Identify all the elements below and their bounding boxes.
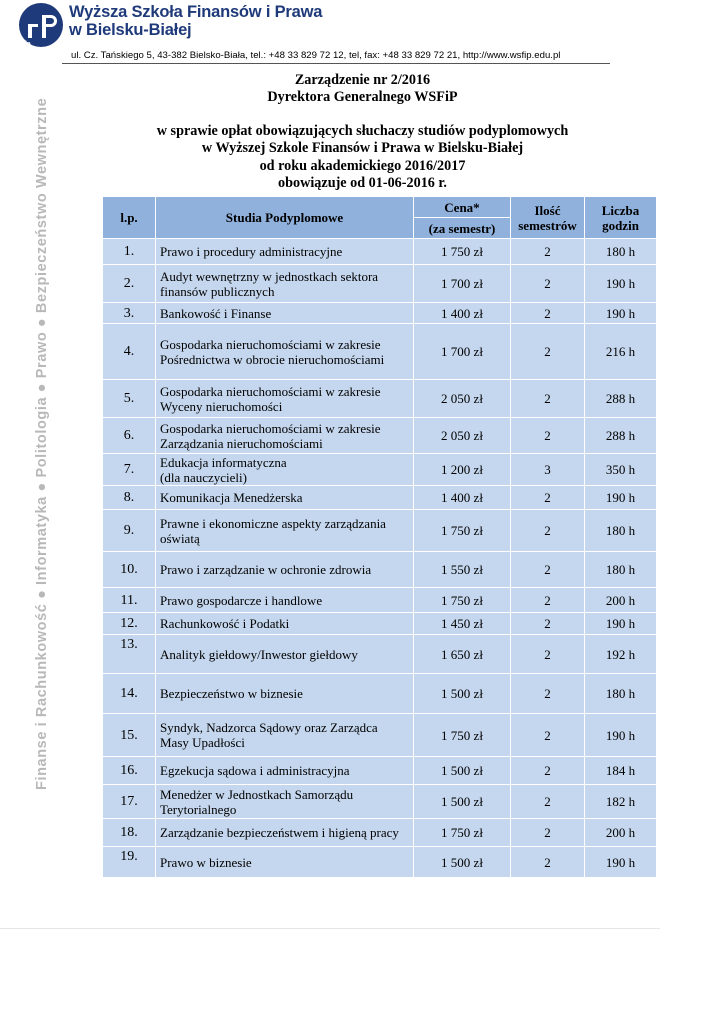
row-name-line1: Edukacja informatyczna bbox=[160, 454, 287, 470]
school-address: ul. Cz. Tańskiego 5, 43-382 Bielsko-Biała, tel.: +48 33 829 72 12, tel, fax: +48 33 829 72 21, http://www.wsfip.edu.pl bbox=[71, 50, 561, 61]
row-lp: 14. bbox=[103, 674, 156, 714]
row-price: 1 750 zł bbox=[414, 819, 511, 847]
table-row bbox=[103, 454, 657, 486]
row-semesters: 2 bbox=[511, 613, 585, 635]
table-row bbox=[103, 757, 657, 785]
row-lp: 1. bbox=[103, 239, 156, 265]
row-name-line2: oświatą bbox=[160, 530, 200, 546]
row-hours: 192 h bbox=[585, 635, 657, 674]
row-lp: 8. bbox=[103, 486, 156, 510]
row-lp: 4. bbox=[103, 324, 156, 380]
document-subject-line1: w sprawie opłat obowiązujących słuchaczy studiów podyplomowych bbox=[156, 122, 569, 139]
row-name-line1: Prawo w biznesie bbox=[160, 854, 252, 870]
row-semesters: 2 bbox=[511, 588, 585, 613]
row-name-line1: Egzekucja sądowa i administracyjna bbox=[160, 763, 350, 778]
row-price: 1 650 zł bbox=[414, 635, 511, 674]
row-lp: 18. bbox=[103, 819, 156, 847]
header-godziny bbox=[585, 197, 657, 239]
row-lp: 9. bbox=[103, 510, 156, 552]
row-semesters: 2 bbox=[511, 418, 585, 454]
header-semestry bbox=[511, 197, 585, 239]
document-subject-line4: obowiązuje od 01-06-2016 r. bbox=[278, 175, 447, 192]
row-hours: 190 h bbox=[585, 265, 657, 303]
row-semesters: 2 bbox=[511, 239, 585, 265]
row-name bbox=[156, 588, 414, 613]
row-name-line2: (dla nauczycieli) bbox=[160, 469, 247, 485]
sidebar-faculties-text: Finanse i Rachunkowość ● Informatyka ● Politologia ● Prawo ● Bezpieczeństwo Wewnętrzne bbox=[34, 97, 50, 790]
row-hours: 288 h bbox=[585, 380, 657, 418]
table-row bbox=[103, 785, 657, 819]
row-price: 1 750 zł bbox=[414, 714, 511, 757]
header-cena: Cena* bbox=[414, 197, 511, 218]
row-semesters: 2 bbox=[511, 819, 585, 847]
table-row bbox=[103, 418, 657, 454]
document-title: Zarządzenie nr 2/2016 bbox=[294, 72, 431, 88]
row-name-line1: Prawo i procedury administracyjne bbox=[160, 244, 343, 259]
row-name-line1: Audyt wewnętrzny w jednostkach sektora bbox=[160, 268, 379, 284]
header-studia: Studia Podyplomowe bbox=[156, 197, 414, 239]
row-name bbox=[156, 239, 414, 265]
table-row bbox=[103, 239, 657, 265]
row-lp: 16. bbox=[103, 757, 156, 785]
row-price: 1 200 zł bbox=[414, 454, 511, 486]
table-row bbox=[103, 303, 657, 324]
table-row bbox=[103, 674, 657, 714]
row-name-line1: Gospodarka nieruchomościami w zakresie bbox=[160, 336, 381, 352]
row-name-line1: Bankowość i Finanse bbox=[160, 305, 272, 321]
row-hours: 184 h bbox=[585, 757, 657, 785]
school-name bbox=[69, 3, 322, 39]
row-semesters: 2 bbox=[511, 265, 585, 303]
table-row bbox=[103, 324, 657, 380]
row-price: 1 750 zł bbox=[414, 510, 511, 552]
row-price: 1 500 zł bbox=[414, 674, 511, 714]
row-hours: 190 h bbox=[585, 303, 657, 324]
document-title-block bbox=[0, 72, 725, 192]
row-name-line2: Wyceny nieruchomości bbox=[160, 398, 283, 414]
row-hours: 190 h bbox=[585, 486, 657, 510]
row-name bbox=[156, 418, 414, 454]
row-lp: 15. bbox=[103, 714, 156, 757]
table-row bbox=[103, 510, 657, 552]
row-name-line1: Syndyk, Nadzorca Sądowy oraz Zarządca bbox=[160, 720, 378, 735]
row-name-line1: Prawo i zarządzanie w ochronie zdrowia bbox=[160, 562, 372, 577]
header-godziny-line2: godzin bbox=[602, 217, 639, 233]
header-lp: l.p. bbox=[103, 197, 156, 239]
row-name bbox=[156, 486, 414, 510]
row-semesters: 3 bbox=[511, 454, 585, 486]
row-hours: 180 h bbox=[585, 510, 657, 552]
row-price: 1 750 zł bbox=[414, 239, 511, 265]
document-subtitle: Dyrektora Generalnego WSFiP bbox=[267, 89, 458, 106]
row-name bbox=[156, 785, 414, 819]
row-name-line1: Gospodarka nieruchomościami w zakresie bbox=[160, 383, 381, 399]
row-hours: 180 h bbox=[585, 239, 657, 265]
row-name bbox=[156, 265, 414, 303]
row-lp: 7. bbox=[103, 454, 156, 486]
school-name-line1: Wyższa Szkoła Finansów i Prawa bbox=[69, 3, 323, 21]
row-semesters: 2 bbox=[511, 486, 585, 510]
table-row bbox=[103, 265, 657, 303]
row-semesters: 2 bbox=[511, 552, 585, 588]
row-price: 1 400 zł bbox=[414, 486, 511, 510]
row-name-line1: Prawo gospodarcze i handlowe bbox=[160, 592, 323, 608]
row-price: 1 450 zł bbox=[414, 613, 511, 635]
document-subject-line2: w Wyższej Szkole Finansów i Prawa w Bielsku-Białej bbox=[201, 140, 524, 157]
row-name-line2: finansów publicznych bbox=[160, 283, 275, 299]
row-name bbox=[156, 510, 414, 552]
row-hours: 190 h bbox=[585, 613, 657, 635]
row-semesters: 2 bbox=[511, 757, 585, 785]
row-semesters: 2 bbox=[511, 635, 585, 674]
school-logo-icon bbox=[18, 2, 64, 48]
row-semesters: 2 bbox=[511, 847, 585, 878]
row-price: 1 700 zł bbox=[414, 265, 511, 303]
row-hours: 200 h bbox=[585, 588, 657, 613]
row-name bbox=[156, 635, 414, 674]
row-price: 1 750 zł bbox=[414, 588, 511, 613]
fees-table bbox=[102, 196, 657, 878]
row-name-line1: Prawne i ekonomiczne aspekty zarządzania bbox=[160, 515, 386, 531]
header-divider bbox=[62, 63, 610, 64]
row-name-line2: Zarządzania nieruchomościami bbox=[160, 435, 323, 451]
row-price: 1 550 zł bbox=[414, 552, 511, 588]
row-lp: 13. bbox=[103, 635, 156, 674]
row-name bbox=[156, 552, 414, 588]
row-lp: 6. bbox=[103, 418, 156, 454]
row-semesters: 2 bbox=[511, 714, 585, 757]
row-name-line1: Bezpieczeństwo w biznesie bbox=[160, 686, 303, 701]
document-subject-line3: od roku akademickiego 2016/2017 bbox=[259, 157, 466, 174]
row-semesters: 2 bbox=[511, 674, 585, 714]
row-hours: 190 h bbox=[585, 714, 657, 757]
table-row bbox=[103, 613, 657, 635]
row-lp: 12. bbox=[103, 613, 156, 635]
row-price: 2 050 zł bbox=[414, 418, 511, 454]
row-hours: 350 h bbox=[585, 454, 657, 486]
logo-text: fp bbox=[24, 41, 31, 48]
row-hours: 190 h bbox=[585, 847, 657, 878]
row-price: 1 400 zł bbox=[414, 303, 511, 324]
table-row bbox=[103, 819, 657, 847]
row-price: 2 050 zł bbox=[414, 380, 511, 418]
table-row bbox=[103, 380, 657, 418]
row-name bbox=[156, 454, 414, 486]
row-hours: 180 h bbox=[585, 674, 657, 714]
row-lp: 2. bbox=[103, 265, 156, 303]
row-name bbox=[156, 380, 414, 418]
row-price: 1 700 zł bbox=[414, 324, 511, 380]
row-price: 1 500 zł bbox=[414, 757, 511, 785]
row-semesters: 2 bbox=[511, 303, 585, 324]
row-name bbox=[156, 757, 414, 785]
row-name bbox=[156, 674, 414, 714]
header-semestry-line2: semestrów bbox=[518, 217, 577, 233]
row-name-line1: Zarządzanie bezpieczeństwem i higieną pracy bbox=[160, 825, 399, 840]
row-name-line1: Komunikacja Menedżerska bbox=[160, 490, 303, 505]
row-lp: 17. bbox=[103, 785, 156, 819]
row-name-line1: Gospodarka nieruchomościami w zakresie bbox=[160, 420, 381, 436]
header-godziny-line1: Liczba bbox=[601, 202, 640, 218]
row-price: 1 500 zł bbox=[414, 847, 511, 878]
row-hours: 288 h bbox=[585, 418, 657, 454]
row-name bbox=[156, 714, 414, 757]
footer-divider bbox=[0, 928, 660, 929]
row-lp: 19. bbox=[103, 847, 156, 878]
school-name-line2: w Bielsku-Białej bbox=[69, 21, 192, 39]
table-row bbox=[103, 486, 657, 510]
row-name bbox=[156, 324, 414, 380]
row-name-line1: Menedżer w Jednostkach Samorządu bbox=[160, 786, 354, 802]
row-hours: 182 h bbox=[585, 785, 657, 819]
row-name bbox=[156, 613, 414, 635]
row-lp: 3. bbox=[103, 303, 156, 324]
table-row bbox=[103, 714, 657, 757]
row-lp: 10. bbox=[103, 552, 156, 588]
row-name-line2: Pośrednictwa w obrocie nieruchomościami bbox=[160, 351, 385, 367]
header-cena-sub: (za semestr) bbox=[414, 218, 511, 239]
table-row bbox=[103, 552, 657, 588]
table-row bbox=[103, 635, 657, 674]
row-price: 1 500 zł bbox=[414, 785, 511, 819]
row-name bbox=[156, 303, 414, 324]
row-semesters: 2 bbox=[511, 785, 585, 819]
row-hours: 216 h bbox=[585, 324, 657, 380]
row-name-line2: Masy Upadłości bbox=[160, 735, 245, 750]
row-name-line1: Rachunkowość i Podatki bbox=[160, 616, 290, 631]
row-hours: 180 h bbox=[585, 552, 657, 588]
row-semesters: 2 bbox=[511, 324, 585, 380]
row-hours: 200 h bbox=[585, 819, 657, 847]
header-semestry-line1: Ilość bbox=[534, 202, 561, 218]
table-row bbox=[103, 588, 657, 613]
row-name-line1: Analityk giełdowy/Inwestor giełdowy bbox=[160, 646, 358, 662]
row-name bbox=[156, 847, 414, 878]
row-name bbox=[156, 819, 414, 847]
row-lp: 5. bbox=[103, 380, 156, 418]
row-semesters: 2 bbox=[511, 380, 585, 418]
row-semesters: 2 bbox=[511, 510, 585, 552]
table-row bbox=[103, 847, 657, 878]
row-name-line2: Terytorialnego bbox=[160, 801, 237, 817]
row-lp: 11. bbox=[103, 588, 156, 613]
